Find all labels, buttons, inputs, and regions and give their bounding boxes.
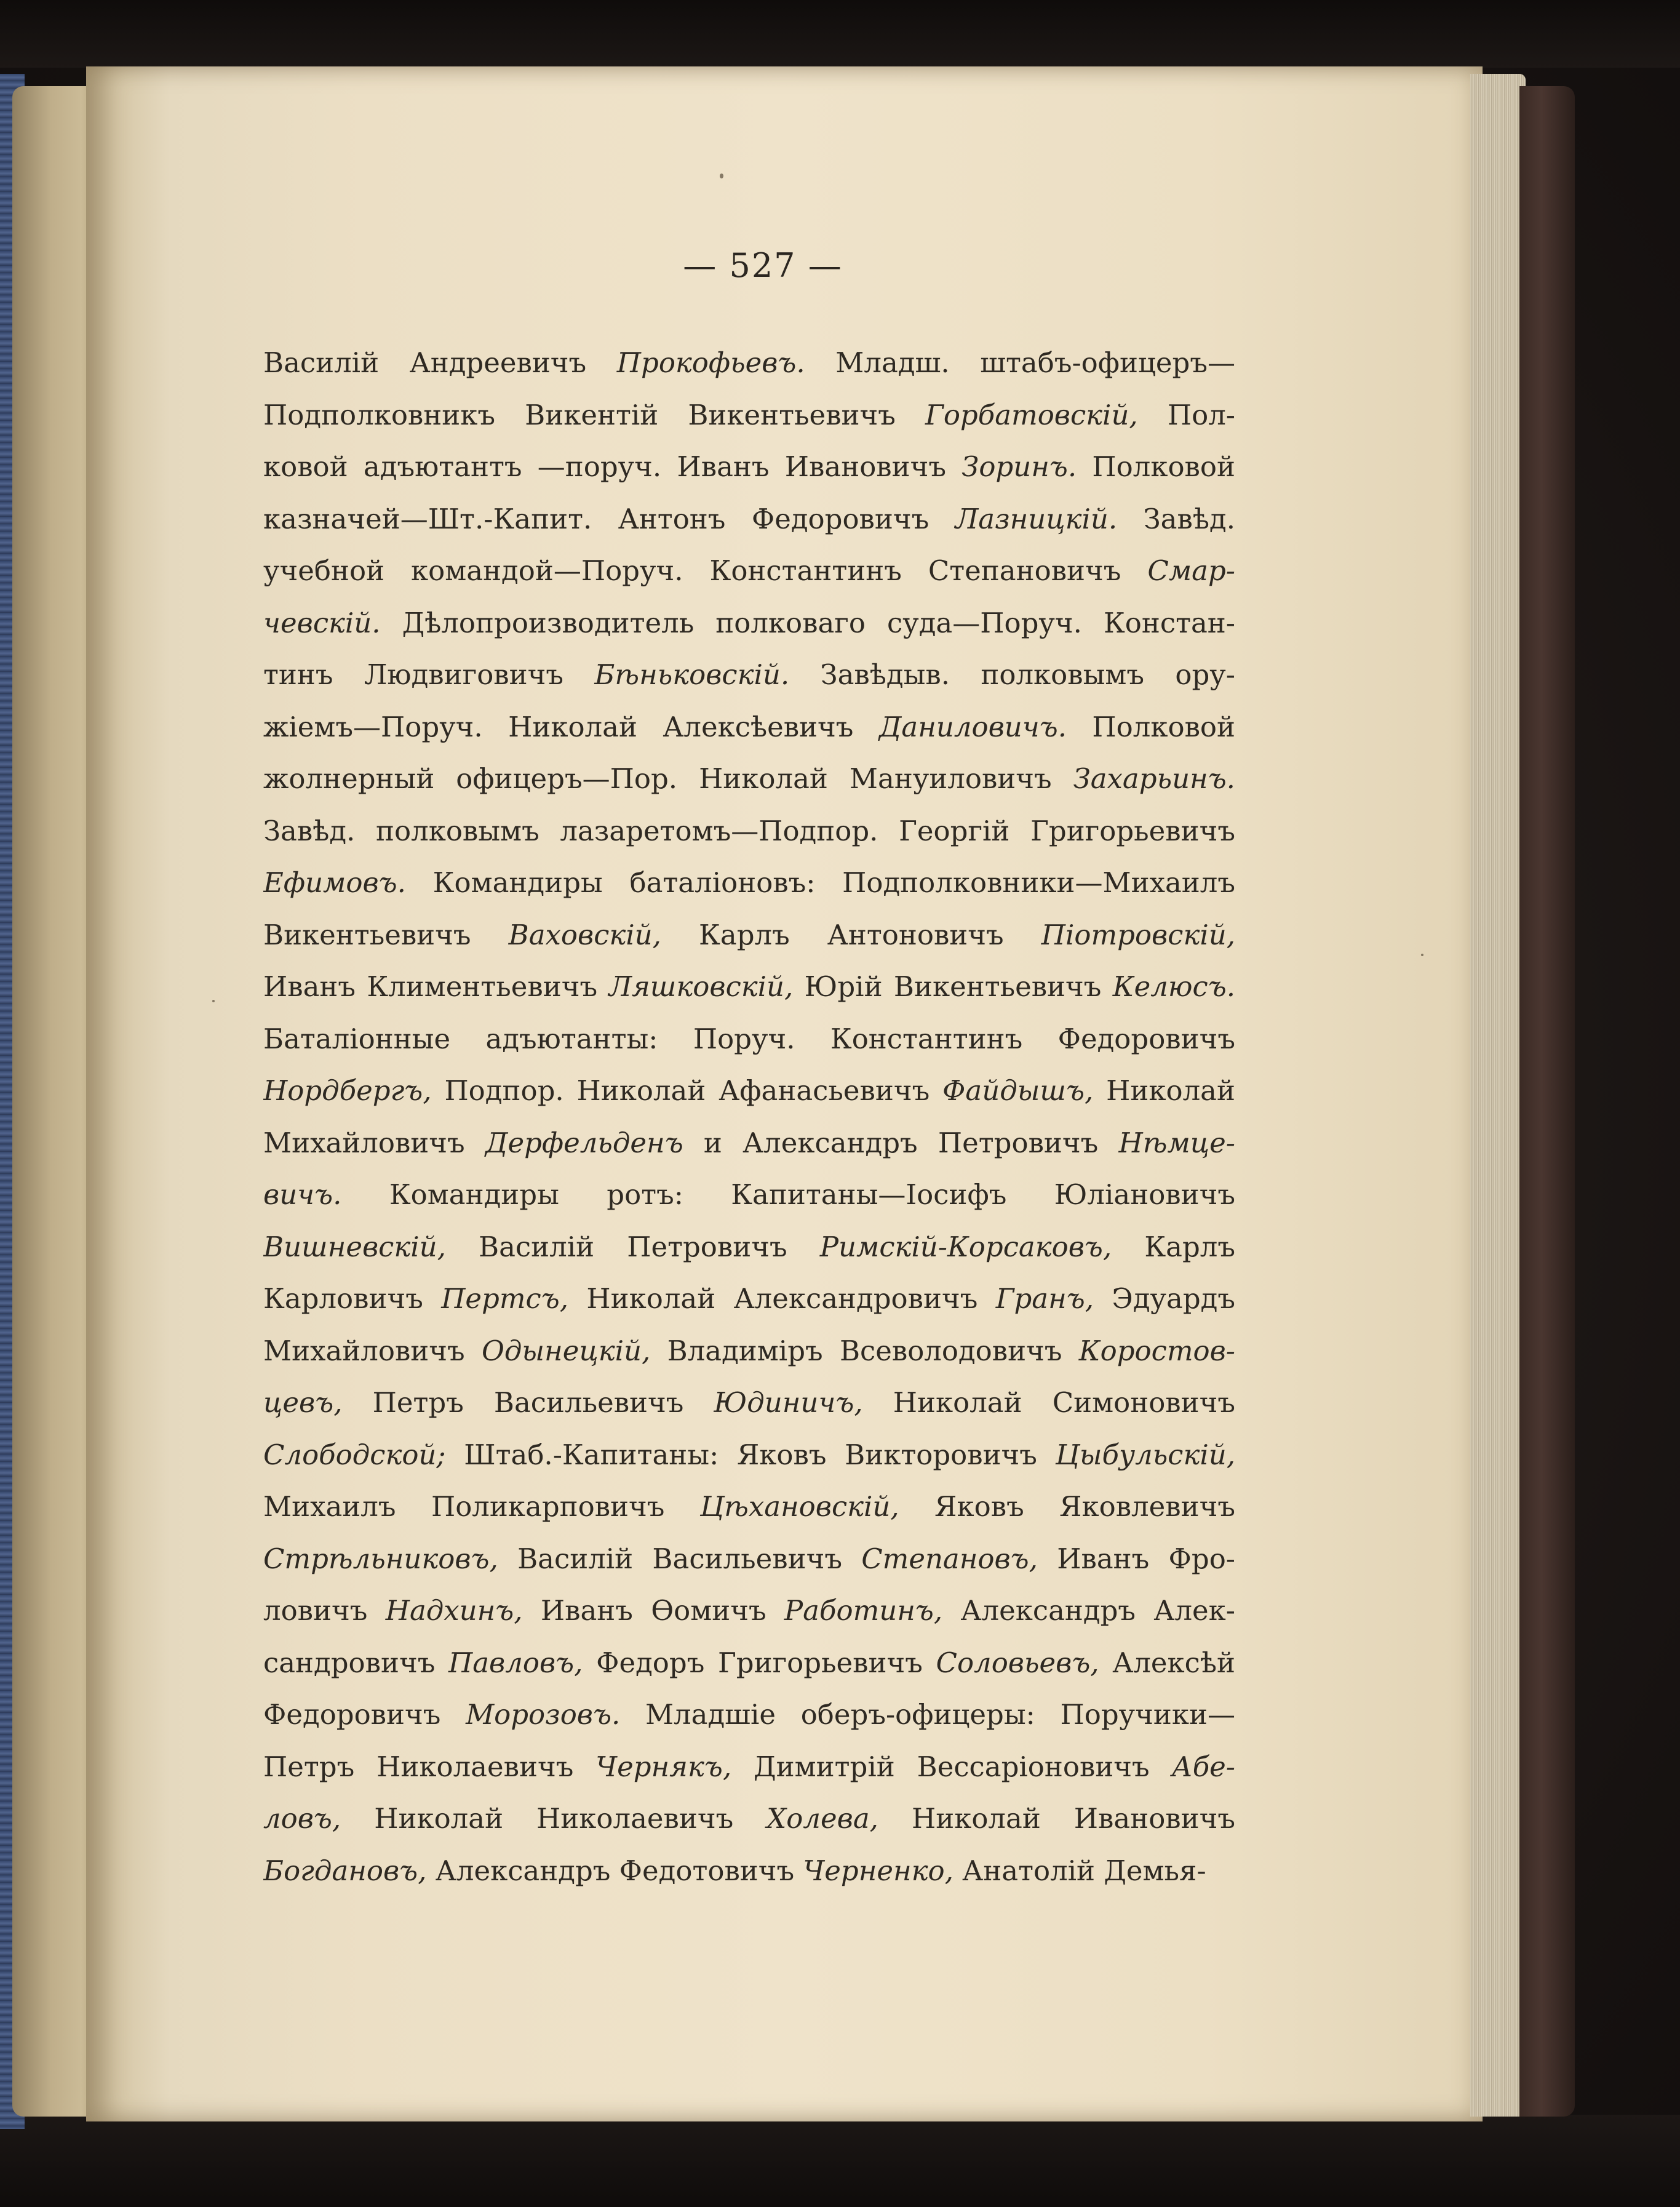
text-segment: Подпор. Николай Афанасьевичъ	[431, 1074, 943, 1107]
text-segment: Командиры ротъ: Капитаны—Іосифъ Юліановичъ	[341, 1178, 1235, 1211]
text-line	[263, 1585, 1235, 1637]
text-segment: и Александръ Петровичъ	[683, 1126, 1119, 1159]
surname-italic: Зоринъ.	[961, 450, 1077, 483]
surname-italic: Римскій-Корсаковъ,	[819, 1230, 1112, 1263]
text-segment: ковой адъютантъ —поруч. Иванъ Ивановичъ	[263, 450, 962, 483]
text-segment: Пол-	[1137, 398, 1235, 431]
text-segment: Подполковникъ Викентій Викентьевичъ	[263, 398, 926, 431]
surname-italic: Нордбергъ,	[263, 1074, 432, 1107]
text-line	[263, 1169, 1235, 1221]
text-segment: Полковой	[1067, 710, 1235, 743]
text-line	[263, 1533, 1235, 1586]
surname-italic: Чернякъ,	[595, 1750, 732, 1783]
surname-italic: Гранъ,	[995, 1282, 1094, 1315]
text-segment: Михаилъ Поликарповичъ	[263, 1490, 700, 1523]
text-segment: учебной командой—Поруч. Константинъ Степановичъ	[263, 554, 1148, 587]
text-line	[263, 1273, 1235, 1325]
text-segment: Николай Александровичъ	[568, 1282, 996, 1315]
text-line	[263, 597, 1235, 650]
surname-italic: Вишневскій,	[263, 1230, 446, 1263]
surname-italic: Смар-	[1147, 554, 1235, 587]
surname-italic: Юдиничъ,	[714, 1386, 863, 1419]
surname-italic: цевъ,	[263, 1386, 343, 1419]
surname-italic: Павловъ,	[448, 1646, 583, 1679]
surname-italic: Даниловичъ.	[878, 710, 1067, 743]
text-segment: Командиры баталіоновъ: Подполковники—Михаилъ	[405, 866, 1235, 899]
text-segment: Василій Петровичъ	[445, 1230, 820, 1263]
text-segment: Александръ Алек-	[942, 1594, 1235, 1627]
text-segment: Николай Ивановичъ	[878, 1802, 1235, 1835]
surname-italic: Соловьевъ,	[936, 1646, 1099, 1679]
text-segment: Дѣлопроизводитель полковаго суда—Поруч. Констан-	[380, 606, 1235, 639]
text-segment: Баталіонные адъютанты: Поруч. Константинъ Федоровичъ	[263, 1022, 1235, 1055]
text-segment: Василій Андреевичъ	[263, 346, 617, 379]
text-segment: жолнерный офицеръ—Пор. Николай Мануиловичъ	[263, 762, 1073, 795]
text-line	[263, 1429, 1235, 1482]
text-segment: Штаб.-Капитаны: Яковъ Викторовичъ	[445, 1438, 1056, 1471]
text-line	[263, 805, 1235, 858]
text-segment: Карлъ	[1112, 1230, 1235, 1263]
surname-italic: Горбатовскій,	[925, 398, 1138, 431]
text-line	[263, 1637, 1235, 1690]
surname-italic: Коростов-	[1078, 1334, 1235, 1367]
surname-italic: Келюсъ.	[1112, 970, 1235, 1003]
text-segment: Завѣд. полковымъ лазаретомъ—Подпор. Георгій Григорьевичъ	[263, 814, 1235, 847]
text-segment: Полковой	[1077, 450, 1235, 483]
surname-italic: Богдановъ,	[263, 1854, 427, 1887]
surname-italic: Нѣмце-	[1118, 1126, 1235, 1159]
previous-page-edge	[12, 86, 98, 2117]
text-line	[263, 1325, 1235, 1378]
text-line	[263, 1377, 1235, 1429]
text-segment: Николай Николаевичъ	[341, 1802, 767, 1835]
surname-italic: Захарьинъ.	[1073, 762, 1235, 795]
text-line	[263, 1481, 1235, 1533]
text-segment: Федоровичъ	[263, 1698, 466, 1731]
backdrop-bottom	[0, 2115, 1680, 2207]
text-segment: Михайловичъ	[263, 1126, 485, 1159]
text-segment: Александръ Федотовичъ	[426, 1854, 803, 1887]
text-segment: Николай Симоновичъ	[862, 1386, 1235, 1419]
text-segment: Николай	[1093, 1074, 1235, 1107]
text-line	[263, 1689, 1235, 1741]
page-number: — 527 —	[683, 246, 843, 285]
text-segment: сандровичъ	[263, 1646, 448, 1679]
surname-italic: Холева,	[766, 1802, 878, 1835]
text-segment: ловичъ	[263, 1594, 386, 1627]
text-line	[263, 1117, 1235, 1170]
surname-italic: Цѣхановскій,	[699, 1490, 899, 1523]
text-segment: Яковъ Яковлевичъ	[899, 1490, 1235, 1523]
surname-italic: Работинъ,	[784, 1594, 943, 1627]
surname-italic: Цыбульскій,	[1055, 1438, 1235, 1471]
page-block-edges	[1470, 74, 1526, 2117]
text-segment: Младш. штабъ-офицеръ—	[805, 346, 1235, 379]
text-segment: Федоръ Григорьевичъ	[583, 1646, 936, 1679]
text-segment: тинъ Людвиговичъ	[263, 658, 595, 691]
text-line	[263, 701, 1235, 754]
text-line	[263, 753, 1235, 805]
text-line	[263, 545, 1235, 597]
text-segment: Карлъ Антоновичъ	[661, 918, 1041, 951]
surname-italic: Слободской;	[263, 1438, 446, 1471]
surname-italic: Ефимовъ.	[263, 866, 406, 899]
text-line	[263, 493, 1235, 546]
text-segment: Викентьевичъ	[263, 918, 509, 951]
surname-italic: Пертсъ,	[441, 1282, 569, 1315]
surname-italic: Файдышъ,	[942, 1074, 1094, 1107]
text-segment: Юрій Викентьевичъ	[793, 970, 1113, 1003]
surname-italic: вичъ.	[263, 1178, 342, 1211]
surname-italic: Ваховскій,	[508, 918, 661, 951]
text-segment: Завѣдыв. полковымъ ору-	[789, 658, 1235, 691]
backdrop-top	[0, 0, 1680, 68]
text-segment: Алексѣй	[1099, 1646, 1235, 1679]
text-line	[263, 961, 1235, 1013]
surname-italic: Морозовъ.	[466, 1698, 621, 1731]
surname-italic: ловъ,	[263, 1802, 341, 1835]
text-segment: Иванъ Ѳомичъ	[522, 1594, 784, 1627]
speck-dot	[720, 174, 723, 178]
surname-italic: Стрѣльниковъ,	[263, 1542, 498, 1575]
text-line	[263, 1013, 1235, 1066]
text-segment: Димитрій Вессаріоновичъ	[731, 1750, 1172, 1783]
surname-italic: Бѣньковскій.	[594, 658, 790, 691]
surname-italic: Ляшковскій,	[608, 970, 794, 1003]
text-line	[263, 441, 1235, 493]
text-segment: Иванъ Климентьевичъ	[263, 970, 609, 1003]
text-line	[263, 1741, 1235, 1794]
text-segment: Владиміръ Всеволодовичъ	[650, 1334, 1079, 1367]
text-segment: Завѣд.	[1117, 502, 1235, 535]
text-segment: Иванъ Фро-	[1037, 1542, 1235, 1575]
text-line	[263, 857, 1235, 909]
text-line	[263, 1845, 1235, 1898]
text-segment: Михайловичъ	[263, 1334, 482, 1367]
text-line	[263, 1793, 1235, 1845]
surname-italic: Одынецкій,	[481, 1334, 651, 1367]
speck-dot	[1421, 954, 1423, 956]
surname-italic: Черненко,	[803, 1854, 953, 1887]
text-line	[263, 389, 1235, 442]
text-segment: Петръ Васильевичъ	[342, 1386, 714, 1419]
text-segment: Карловичъ	[263, 1282, 442, 1315]
surname-italic: Піотровскій,	[1041, 918, 1235, 951]
text-line	[263, 649, 1235, 701]
text-line	[263, 337, 1235, 389]
surname-italic: Дерфельденъ	[485, 1126, 683, 1159]
text-line	[263, 909, 1235, 962]
surname-italic: Прокофьевъ.	[616, 346, 805, 379]
surname-italic: Надхинъ,	[385, 1594, 523, 1627]
surname-italic: Степановъ,	[861, 1542, 1038, 1575]
speck-dot	[212, 1000, 215, 1002]
surname-italic: чевскій.	[263, 606, 381, 639]
text-segment: Эдуардъ	[1094, 1282, 1235, 1315]
text-segment: Петръ Николаевичъ	[263, 1750, 596, 1783]
body-text	[263, 337, 1235, 1897]
book-cover	[1519, 86, 1575, 2117]
text-segment: жіемъ—Поруч. Николай Алексѣевичъ	[263, 710, 879, 743]
surname-italic: Абе-	[1171, 1750, 1235, 1783]
text-line	[263, 1221, 1235, 1274]
surname-italic: Лазницкій.	[955, 502, 1118, 535]
text-segment: Анатолій Демья-	[953, 1854, 1206, 1887]
text-line	[263, 1065, 1235, 1117]
text-segment: Младшіе оберъ-офицеры: Поручики—	[620, 1698, 1235, 1731]
text-segment: Василій Васильевичъ	[498, 1542, 862, 1575]
text-segment: казначей—Шт.-Капит. Антонъ Федоровичъ	[263, 502, 955, 535]
